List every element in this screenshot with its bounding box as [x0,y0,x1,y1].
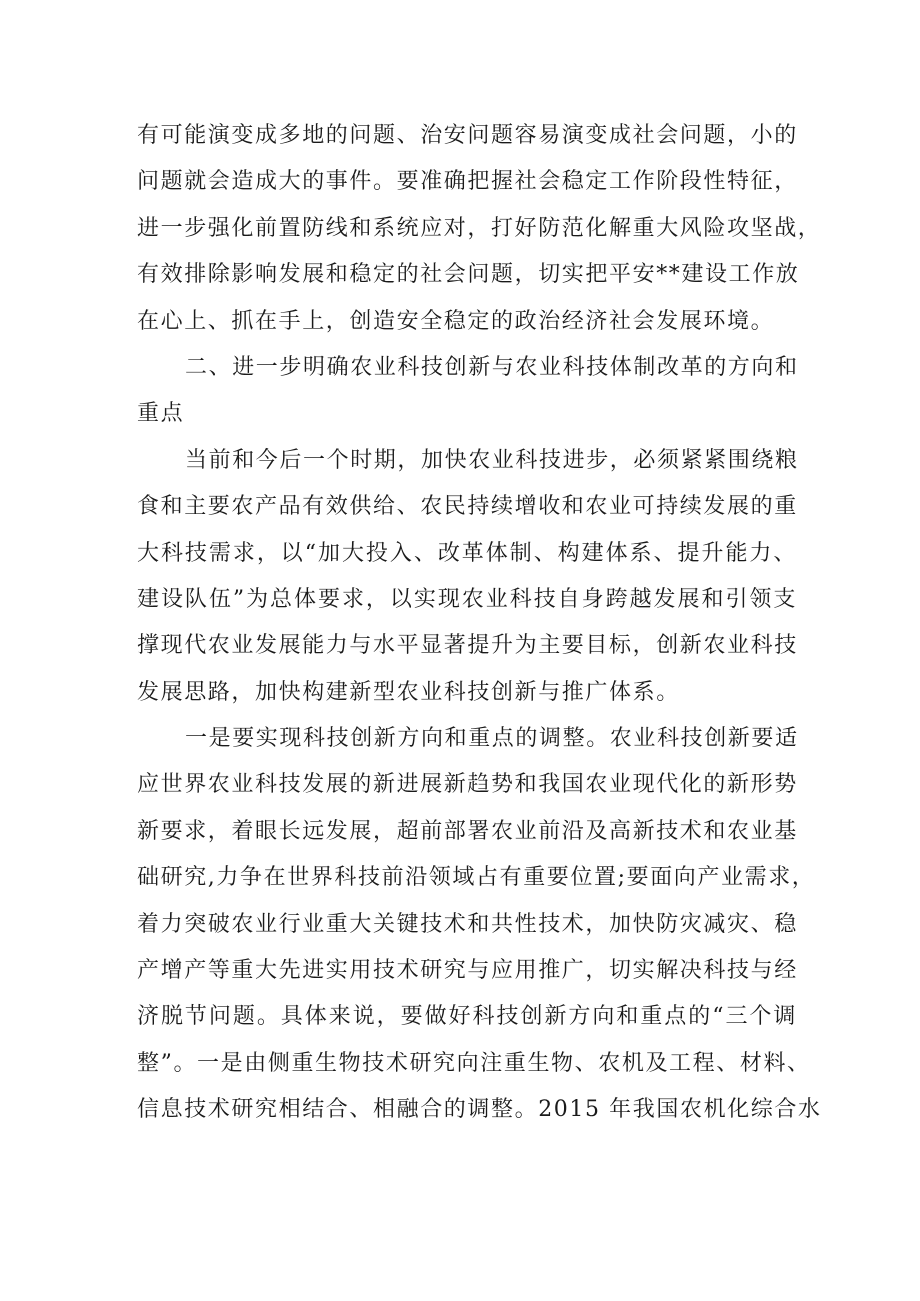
text-line: 有可能演变成多地的问题、治安问题容易演变成社会问题，小的 [137,123,798,148]
text-line: 信息技术研究相结合、相融合的调整。2015 年我国农机化综合水 [137,1097,822,1123]
text-line: 济脱节问题。具体来说，要做好科技创新方向和重点的“三个调 [137,1004,797,1030]
text-line: 一是要实现科技创新方向和重点的调整。农业科技创新要适 [185,726,799,752]
text-line: 整”。一是由侧重生物技术研究向注重生物、农机及工程、材料、 [137,1050,811,1076]
text-line: 新要求，着眼长远发展，超前部署农业前沿及高新技术和农业基 [137,818,798,844]
text-line: 进一步强化前置防线和系统应对，打好防范化解重大风险攻坚战， [137,215,822,241]
text-line: 础研究,力争在世界科技前沿领域占有重要位置;要面向产业需求， [137,865,816,891]
text-line: 产增产等重大先进实用技术研究与应用推广，切实解决科技与经 [137,958,798,984]
text-line: 有效排除影响发展和稳定的社会问题，切实把平安**建设工作放 [137,262,800,288]
text-line: 食和主要农产品有效供给、农民持续增收和农业可持续发展的重 [137,494,798,520]
text-line: 问题就会造成大的事件。要准确把握社会稳定工作阶段性特征， [137,169,798,195]
text-line: 重点 [137,401,185,427]
body-text [137,113,822,1134]
text-line: 着力突破农业行业重大关键技术和共性技术，加快防灾减灾、稳 [137,911,798,937]
text-line: 应世界农业科技发展的新进展新趋势和我国农业现代化的新形势 [137,772,798,798]
text-line: 二、进一步明确农业科技创新与农业科技体制改革的方向和 [185,354,799,380]
text-line: 发展思路，加快构建新型农业科技创新与推广体系。 [137,679,680,705]
text-line: 当前和今后一个时期，加快农业科技进步，必须紧紧围绕粮 [185,447,799,473]
text-line: 建设队伍”为总体要求，以实现农业科技自身跨越发展和引领支 [137,586,797,612]
text-line: 在心上、抓在手上，创造安全稳定的政治经济社会发展环境。 [137,308,775,334]
text-line: 撑现代农业发展能力与水平显著提升为主要目标，创新农业科技 [137,633,798,659]
text-line: 大科技需求，以“加大投入、改革体制、构建体系、提升能力、 [137,540,797,566]
